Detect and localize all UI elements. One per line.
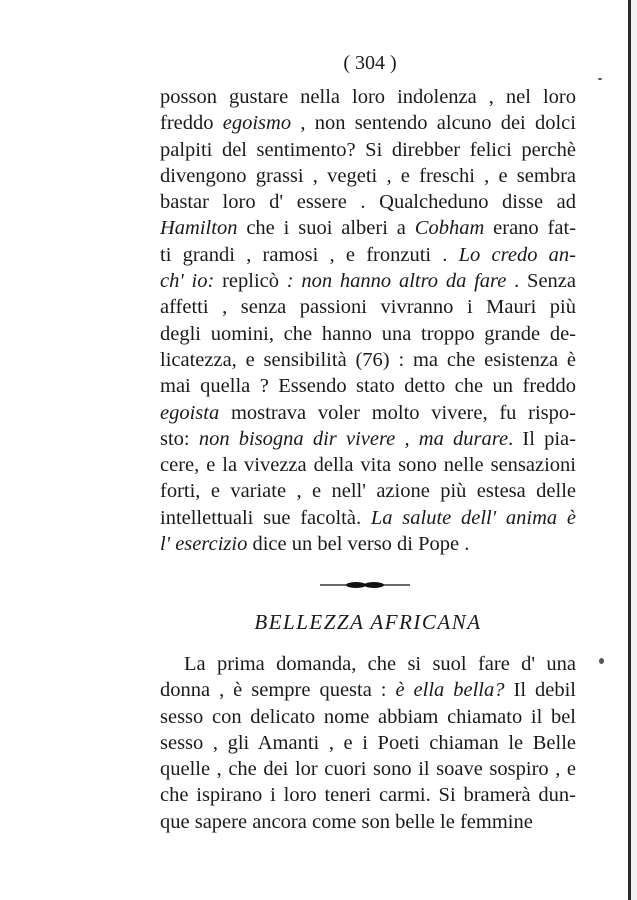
text-segment: cere, e la vivezza della vita sono nelle sensazioni bbox=[160, 454, 576, 477]
italic-text: Cobham bbox=[414, 217, 485, 240]
text-segment: erano fat- bbox=[484, 217, 576, 240]
italic-text: Lo credo an- bbox=[458, 243, 576, 266]
text-segment: freddo bbox=[160, 112, 223, 135]
scan-speck bbox=[599, 658, 604, 664]
text-segment: sesso , gli Amanti , e i Poeti chiaman le Belle bbox=[160, 731, 576, 754]
text-segment: divengono grassi , vegeti , e freschi , e sembra bbox=[160, 164, 576, 187]
italic-text: l' esercizio bbox=[160, 533, 248, 556]
text-segment: sto: bbox=[160, 427, 199, 450]
italic-text: non bisogna dir vivere , ma durare bbox=[198, 427, 509, 450]
text-line bbox=[160, 373, 576, 399]
text-line bbox=[160, 730, 576, 756]
text-segment: Il debil bbox=[504, 679, 576, 702]
section-divider-ornament bbox=[320, 580, 410, 590]
text-line bbox=[160, 677, 576, 703]
text-segment: licatezza, e sensibilità (76) : ma che esistenza è bbox=[160, 348, 576, 371]
text-line bbox=[160, 84, 576, 110]
text-segment: palpiti del sentimento? Si direbber felici perchè bbox=[160, 138, 576, 161]
text-line bbox=[160, 137, 576, 163]
text-segment: degli uomini, che hanno una troppo grande de- bbox=[160, 322, 576, 345]
text-segment: che ispirano i loro teneri carmi. Si bramerà dun- bbox=[160, 784, 576, 807]
text-segment: . Il pia- bbox=[508, 427, 576, 450]
text-line bbox=[160, 531, 576, 557]
text-segment: forti, e variate , e nell' azione più estesa delle bbox=[160, 480, 576, 503]
text-segment: , non sentendo alcuno dei dolci bbox=[291, 112, 576, 135]
text-line bbox=[160, 782, 576, 808]
text-segment: quelle , che dei lor cuori sono il soave sospiro , e bbox=[160, 758, 576, 781]
paragraph-continued bbox=[160, 84, 576, 557]
page-number: ( 304 ) bbox=[343, 52, 397, 74]
text-segment: ti grandi , ramosi , e fronzuti . bbox=[160, 243, 459, 266]
text-line bbox=[160, 651, 576, 677]
text-line bbox=[160, 400, 576, 426]
text-segment: sesso con delicato nome abbiam chiamato il bel bbox=[160, 705, 576, 728]
italic-text: ch' io: bbox=[160, 270, 215, 293]
text-line bbox=[160, 189, 576, 215]
text-line bbox=[160, 321, 576, 347]
text-segment: mai quella ? Essendo stato detto che un freddo bbox=[160, 375, 576, 398]
page-edge-shadow bbox=[631, 0, 637, 900]
italic-text: egoismo bbox=[222, 112, 292, 135]
text-segment: . Senza bbox=[506, 270, 577, 293]
text-segment: bastar loro d' essere . Qualcheduno disse ad bbox=[160, 191, 576, 214]
text-line bbox=[160, 347, 576, 373]
text-line bbox=[160, 294, 576, 320]
text-line bbox=[160, 505, 576, 531]
text-line bbox=[160, 163, 576, 189]
text-segment: intellettuali sue facoltà. bbox=[160, 506, 371, 529]
text-segment: affetti , senza passioni vivranno i Mauri più bbox=[160, 296, 576, 319]
scan-speck bbox=[598, 78, 602, 80]
text-line bbox=[160, 704, 576, 730]
text-line bbox=[160, 426, 576, 452]
page-edge-line bbox=[628, 0, 631, 900]
text-segment: mostrava voler molto vivere, fu rispo- bbox=[219, 401, 576, 424]
text-segment: dice un bel verso di Pope . bbox=[247, 533, 470, 556]
italic-text: La salute dell' anima è bbox=[370, 506, 577, 529]
italic-text: è ella bella? bbox=[395, 679, 505, 702]
text-line bbox=[160, 478, 576, 504]
text-line bbox=[160, 242, 576, 268]
text-segment: che i suoi alberi a bbox=[237, 217, 415, 240]
italic-text: : non hanno altro da fare bbox=[286, 270, 507, 293]
text-line bbox=[160, 809, 576, 835]
text-line bbox=[160, 215, 576, 241]
text-line bbox=[160, 268, 576, 294]
text-segment: que sapere ancora come son belle le femmine bbox=[160, 810, 533, 833]
text-segment: donna , è sempre questa : bbox=[160, 679, 396, 702]
text-line bbox=[160, 110, 576, 136]
italic-text: Hamilton bbox=[160, 217, 238, 240]
text-line bbox=[160, 452, 576, 478]
text-segment: La prima domanda, che si suol fare d' una bbox=[184, 653, 576, 675]
text-line bbox=[160, 756, 576, 782]
text-segment: replicò bbox=[214, 270, 287, 293]
italic-text: egoista bbox=[160, 401, 220, 424]
paragraph-bellezza-africana bbox=[160, 651, 576, 835]
section-heading: BELLEZZA AFRICANA bbox=[254, 610, 482, 634]
text-segment: posson gustare nella loro indolenza , nel loro bbox=[160, 86, 576, 108]
